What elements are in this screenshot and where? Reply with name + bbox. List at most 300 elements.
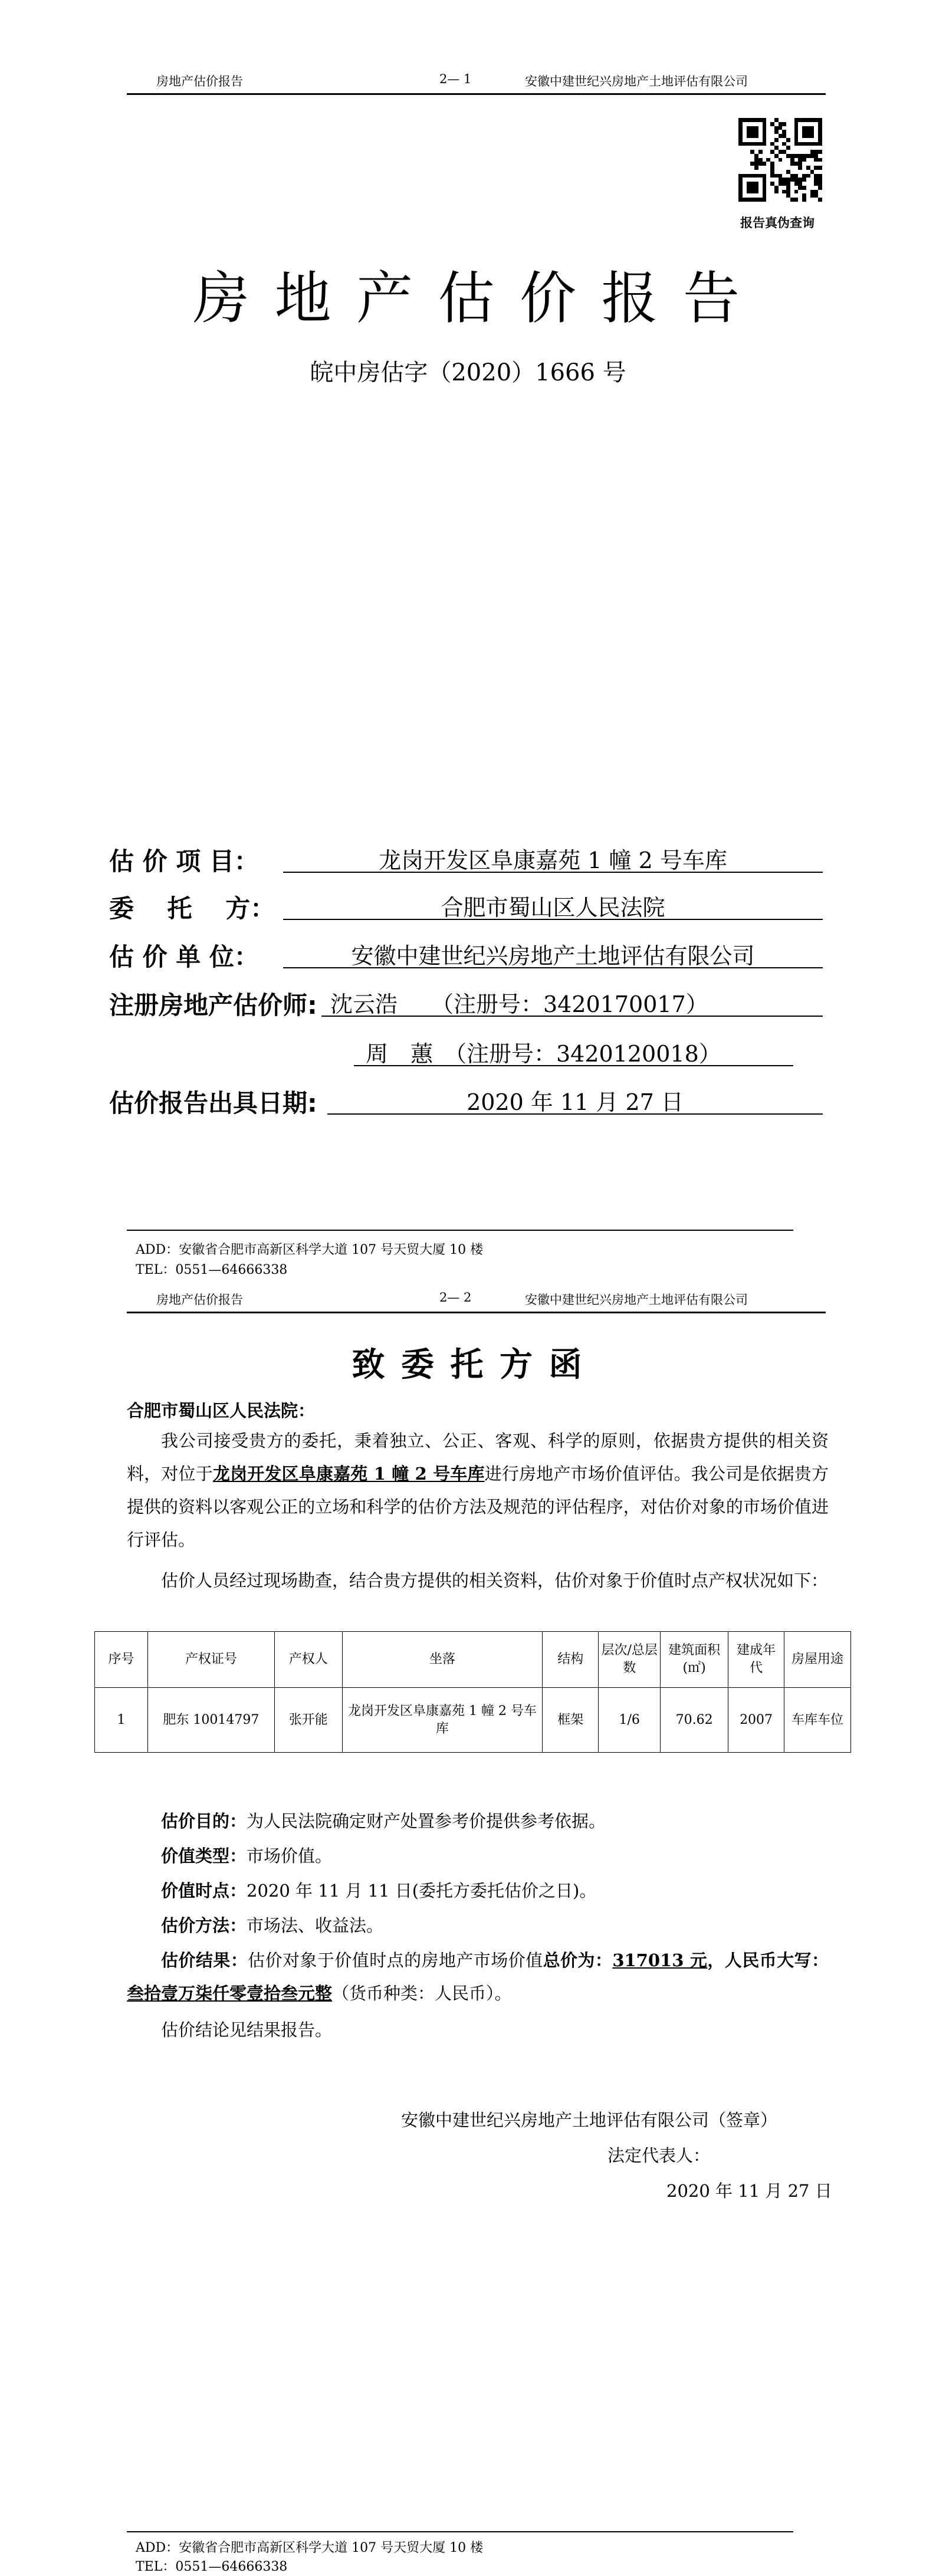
qr-module xyxy=(763,142,767,146)
qr-module xyxy=(758,162,763,166)
qr-module xyxy=(747,158,751,162)
qr-module xyxy=(798,166,802,170)
appraiser-2-value: 周 蕙 （注册号：3420120018） xyxy=(366,1041,721,1067)
verification-qr-code[interactable] xyxy=(738,118,822,202)
qr-module xyxy=(747,154,751,158)
qr-module xyxy=(810,170,815,174)
qr-module xyxy=(786,142,790,146)
qr-module xyxy=(790,166,794,170)
qr-module xyxy=(810,190,815,194)
footer-address: ADD：安徽省合肥市高新区科学大道 107 号天贸大厦 10 楼 xyxy=(136,1243,484,1257)
value-date-line xyxy=(161,1874,827,1907)
qr-module xyxy=(774,146,779,150)
qr-module xyxy=(814,186,818,190)
qr-module xyxy=(766,150,770,154)
qr-module xyxy=(758,134,763,138)
qr-module xyxy=(786,162,790,166)
qr-module xyxy=(814,126,818,130)
footer-tel: TEL：0551—64666338 xyxy=(136,1263,288,1277)
signature-representative: 法定代表人： xyxy=(607,2145,711,2166)
qr-module xyxy=(798,186,802,190)
qr-module xyxy=(798,174,802,178)
qr-module xyxy=(806,158,810,162)
qr-module xyxy=(758,190,763,194)
qr-module xyxy=(763,186,767,190)
result-text: 估价对象于价值时点的房地产市场价值 xyxy=(248,1950,543,1970)
qr-module xyxy=(782,182,786,186)
qr-module xyxy=(794,158,799,162)
qr-module xyxy=(750,182,754,186)
client-value: 合肥市蜀山区人民法院 xyxy=(441,895,665,921)
qr-module xyxy=(766,162,770,166)
qr-module xyxy=(766,166,770,170)
project-label: 估 价 项 目： xyxy=(109,847,259,876)
qr-module xyxy=(814,142,818,146)
qr-module xyxy=(818,138,822,142)
qr-module xyxy=(758,118,763,122)
qr-module xyxy=(774,138,779,142)
qr-module xyxy=(770,174,774,178)
qr-module xyxy=(747,150,751,154)
qr-module xyxy=(758,158,763,162)
qr-module xyxy=(738,190,743,194)
qr-module xyxy=(806,142,810,146)
qr-module xyxy=(798,122,802,126)
qr-module xyxy=(766,130,770,134)
footer-address: ADD：安徽省合肥市高新区科学大道 107 号天贸大厦 10 楼 xyxy=(136,2541,484,2555)
qr-module xyxy=(794,162,799,166)
qr-module xyxy=(754,193,758,198)
qr-module xyxy=(814,178,818,182)
qr-module xyxy=(794,190,799,194)
client-underline xyxy=(283,919,823,920)
purpose-line xyxy=(161,1805,827,1838)
qr-module xyxy=(782,150,786,154)
appraiser-label: 注册房地产估价师: xyxy=(109,991,317,1020)
qr-module xyxy=(766,134,770,138)
qr-module xyxy=(802,193,806,198)
qr-module xyxy=(810,158,815,162)
qr-module xyxy=(770,190,774,194)
qr-module xyxy=(790,154,794,158)
qr-module xyxy=(758,193,763,198)
table-cell: 龙岗开发区阜康嘉苑 1 幢 2 号车库 xyxy=(342,1688,543,1753)
qr-module xyxy=(763,174,767,178)
qr-module xyxy=(814,170,818,174)
qr-module xyxy=(818,162,822,166)
value-type-line xyxy=(161,1839,827,1872)
qr-module xyxy=(763,150,767,154)
qr-module xyxy=(747,122,751,126)
method-line xyxy=(161,1909,827,1942)
qr-module xyxy=(774,154,779,158)
salutation: 合肥市蜀山区人民法院： xyxy=(127,1401,316,1421)
qr-module xyxy=(774,130,779,134)
qr-module xyxy=(779,118,783,122)
qr-module xyxy=(754,154,758,158)
qr-module xyxy=(786,166,790,170)
qr-module xyxy=(766,182,770,186)
qr-module xyxy=(818,174,822,178)
qr-module xyxy=(754,134,758,138)
qr-module xyxy=(779,158,783,162)
qr-module xyxy=(743,126,747,130)
qr-module xyxy=(786,134,790,138)
qr-module xyxy=(802,182,806,186)
qr-module xyxy=(798,130,802,134)
qr-module xyxy=(779,162,783,166)
qr-module xyxy=(738,150,743,154)
qr-module xyxy=(747,146,751,150)
qr-module xyxy=(747,193,751,198)
qr-module xyxy=(818,182,822,186)
qr-module xyxy=(758,178,763,182)
qr-module xyxy=(786,178,790,182)
property-location: 龙岗开发区阜康嘉苑 1 幢 2 号车库 xyxy=(212,1464,485,1484)
qr-module xyxy=(790,170,794,174)
qr-module xyxy=(754,118,758,122)
qr-module xyxy=(818,126,822,130)
qr-module xyxy=(763,158,767,162)
qr-module xyxy=(750,166,754,170)
qr-module xyxy=(818,122,822,126)
qr-module xyxy=(798,193,802,198)
table-header-cell: 层次/总层数 xyxy=(599,1632,661,1688)
qr-module xyxy=(810,162,815,166)
qr-module xyxy=(743,166,747,170)
qr-module xyxy=(786,126,790,130)
qr-module xyxy=(810,178,815,182)
qr-module xyxy=(750,122,754,126)
value-type-value: 市场价值。 xyxy=(247,1846,333,1866)
qr-module xyxy=(806,198,810,202)
qr-module xyxy=(763,190,767,194)
qr-module xyxy=(779,174,783,178)
qr-module xyxy=(738,130,743,134)
qr-module xyxy=(758,186,763,190)
qr-module xyxy=(806,122,810,126)
qr-module xyxy=(782,178,786,182)
qr-module xyxy=(782,162,786,166)
qr-module xyxy=(779,170,783,174)
qr-module xyxy=(818,198,822,202)
qr-module xyxy=(770,193,774,198)
header-right: 安徽中建世纪兴房地产土地评估有限公司 xyxy=(525,74,748,88)
footer-rule xyxy=(127,2531,793,2532)
paragraph-1 xyxy=(127,1424,829,1556)
qr-module xyxy=(782,198,786,202)
qr-module xyxy=(770,142,774,146)
qr-module xyxy=(747,182,751,186)
qr-module xyxy=(770,126,774,130)
table-header-cell: 产权人 xyxy=(274,1632,342,1688)
qr-module xyxy=(738,154,743,158)
paragraph-1-text-cont: 进行房地产市场价值评估。我公司是依据贵方提供的资料以客观公正的立场和科学的估价方法及规范的评估程序，对估价对象的市场价值进行评估。 xyxy=(127,1464,829,1550)
qr-module xyxy=(747,198,751,202)
purpose-label: 估价目的： xyxy=(161,1811,247,1831)
qr-module xyxy=(810,142,815,146)
qr-module xyxy=(790,158,794,162)
qr-module xyxy=(766,178,770,182)
qr-module xyxy=(754,158,758,162)
qr-module xyxy=(779,150,783,154)
qr-module xyxy=(786,190,790,194)
qr-module xyxy=(750,138,754,142)
result-upper-label: 大写： xyxy=(777,1950,829,1970)
qr-caption: 报告真伪查询 xyxy=(740,215,815,230)
qr-module xyxy=(794,178,799,182)
result-total-label: 总价为： xyxy=(543,1950,613,1970)
table-header-cell: 结构 xyxy=(543,1632,599,1688)
qr-module xyxy=(779,126,783,130)
qr-module xyxy=(814,122,818,126)
qr-module xyxy=(818,190,822,194)
qr-module xyxy=(770,166,774,170)
qr-module xyxy=(758,198,763,202)
qr-module xyxy=(794,118,799,122)
method-value: 市场法、收益法。 xyxy=(247,1915,384,1936)
appraiser-1-underline xyxy=(321,1016,823,1017)
qr-module xyxy=(750,142,754,146)
qr-module xyxy=(806,166,810,170)
qr-module xyxy=(794,146,799,150)
qr-module xyxy=(782,158,786,162)
qr-module xyxy=(810,134,815,138)
qr-module xyxy=(806,182,810,186)
qr-module xyxy=(810,122,815,126)
qr-module xyxy=(790,122,794,126)
result-label: 估价结果： xyxy=(161,1950,248,1970)
qr-module xyxy=(747,178,751,182)
table-header-cell: 建成年代 xyxy=(728,1632,784,1688)
qr-module xyxy=(743,158,747,162)
qr-module xyxy=(763,154,767,158)
qr-module xyxy=(738,118,743,122)
qr-module xyxy=(750,170,754,174)
qr-module xyxy=(790,186,794,190)
qr-module xyxy=(818,166,822,170)
qr-module xyxy=(798,146,802,150)
client-label: 委 托 方： xyxy=(109,894,275,923)
qr-module xyxy=(810,146,815,150)
qr-module xyxy=(818,193,822,198)
qr-module xyxy=(763,166,767,170)
qr-module xyxy=(774,142,779,146)
qr-module xyxy=(750,146,754,150)
appraiser-2-underline xyxy=(354,1065,793,1066)
qr-module xyxy=(774,118,779,122)
qr-module xyxy=(802,138,806,142)
qr-module xyxy=(770,122,774,126)
qr-module xyxy=(798,190,802,194)
qr-module xyxy=(779,154,783,158)
qr-module xyxy=(794,166,799,170)
header-left: 房地产估价报告 xyxy=(156,74,243,88)
qr-module xyxy=(766,138,770,142)
qr-module xyxy=(774,162,779,166)
qr-module xyxy=(790,178,794,182)
qr-module xyxy=(786,146,790,150)
qr-module xyxy=(802,150,806,154)
qr-module xyxy=(738,178,743,182)
qr-module xyxy=(774,178,779,182)
result-amount: 317013 元 xyxy=(612,1950,708,1970)
footer-tel: TEL：0551—64666338 xyxy=(136,2559,288,2574)
table-cell: 1/6 xyxy=(599,1688,661,1753)
qr-module xyxy=(810,182,815,186)
qr-module xyxy=(814,190,818,194)
qr-module xyxy=(798,126,802,130)
qr-module xyxy=(782,138,786,142)
qr-module xyxy=(758,126,763,130)
qr-module xyxy=(779,146,783,150)
qr-module xyxy=(758,122,763,126)
qr-module xyxy=(754,130,758,134)
qr-module xyxy=(794,142,799,146)
letter-title: 致 委 托 方 函 xyxy=(352,1345,584,1384)
qr-module xyxy=(794,198,799,202)
project-underline xyxy=(283,872,823,873)
qr-module xyxy=(794,138,799,142)
qr-module xyxy=(810,198,815,202)
qr-module xyxy=(738,142,743,146)
qr-module xyxy=(818,158,822,162)
qr-module xyxy=(818,142,822,146)
qr-module xyxy=(774,198,779,202)
qr-module xyxy=(814,150,818,154)
appraiser-1-value: 沈云浩 （注册号：3420170017） xyxy=(330,991,708,1017)
qr-module xyxy=(743,138,747,142)
qr-module xyxy=(754,150,758,154)
qr-module xyxy=(743,178,747,182)
qr-module xyxy=(738,198,743,202)
qr-module xyxy=(766,174,770,178)
qr-module xyxy=(814,118,818,122)
qr-module xyxy=(754,174,758,178)
qr-module xyxy=(798,158,802,162)
qr-module xyxy=(790,150,794,154)
report-number: 皖中房估字（2020）1666 号 xyxy=(310,359,626,386)
table-cell: 肥东 10014797 xyxy=(147,1688,274,1753)
qr-module xyxy=(790,182,794,186)
table-cell: 2007 xyxy=(728,1688,784,1753)
qr-module xyxy=(743,170,747,174)
qr-module xyxy=(750,130,754,134)
table-row xyxy=(95,1688,851,1753)
qr-module xyxy=(786,130,790,134)
qr-module xyxy=(802,126,806,130)
qr-module xyxy=(750,158,754,162)
qr-module xyxy=(779,198,783,202)
qr-module xyxy=(790,174,794,178)
qr-module xyxy=(770,198,774,202)
qr-module xyxy=(763,162,767,166)
qr-module xyxy=(750,186,754,190)
qr-module xyxy=(766,142,770,146)
qr-module xyxy=(806,126,810,130)
qr-module xyxy=(779,166,783,170)
qr-module xyxy=(743,198,747,202)
qr-module xyxy=(747,134,751,138)
qr-module xyxy=(790,190,794,194)
result-rmb: ，人民币 xyxy=(707,1950,777,1970)
qr-module xyxy=(782,190,786,194)
qr-module xyxy=(810,126,815,130)
qr-module xyxy=(738,162,743,166)
unit-label: 估 价 单 位： xyxy=(109,942,259,971)
qr-module xyxy=(802,166,806,170)
qr-module xyxy=(750,190,754,194)
qr-module xyxy=(814,130,818,134)
qr-module xyxy=(774,174,779,178)
qr-module xyxy=(747,190,751,194)
qr-module xyxy=(774,166,779,170)
qr-module xyxy=(747,166,751,170)
qr-module xyxy=(810,166,815,170)
qr-module xyxy=(743,146,747,150)
qr-module xyxy=(763,198,767,202)
qr-module xyxy=(766,190,770,194)
qr-module xyxy=(750,174,754,178)
qr-module xyxy=(806,118,810,122)
qr-module xyxy=(743,122,747,126)
qr-module xyxy=(763,178,767,182)
qr-module xyxy=(774,193,779,198)
qr-module xyxy=(766,146,770,150)
qr-module xyxy=(786,154,790,158)
qr-module xyxy=(806,193,810,198)
table-header-row xyxy=(95,1632,851,1688)
qr-module xyxy=(818,150,822,154)
date-value: 2020 年 11 月 27 日 xyxy=(467,1089,684,1115)
qr-module xyxy=(806,154,810,158)
qr-module xyxy=(782,170,786,174)
qr-module xyxy=(758,130,763,134)
qr-module xyxy=(754,182,758,186)
qr-module xyxy=(806,186,810,190)
qr-module xyxy=(794,182,799,186)
qr-module xyxy=(763,130,767,134)
qr-module xyxy=(750,162,754,166)
qr-module xyxy=(774,150,779,154)
qr-module xyxy=(810,138,815,142)
result-paragraph xyxy=(127,1944,829,2010)
qr-module xyxy=(750,126,754,130)
qr-module xyxy=(770,154,774,158)
qr-module xyxy=(743,162,747,166)
qr-module xyxy=(810,118,815,122)
table-header-cell: 序号 xyxy=(95,1632,148,1688)
qr-module xyxy=(774,134,779,138)
qr-module xyxy=(763,193,767,198)
qr-module xyxy=(798,118,802,122)
qr-module xyxy=(747,170,751,174)
qr-module xyxy=(774,190,779,194)
qr-module xyxy=(794,122,799,126)
qr-module xyxy=(738,134,743,138)
qr-module xyxy=(806,134,810,138)
table-header-cell: 产权证号 xyxy=(147,1632,274,1688)
qr-module xyxy=(786,138,790,142)
qr-module xyxy=(802,162,806,166)
qr-module xyxy=(790,146,794,150)
qr-module xyxy=(790,126,794,130)
qr-module xyxy=(747,162,751,166)
qr-module xyxy=(774,158,779,162)
qr-module xyxy=(810,193,815,198)
footer-rule xyxy=(127,1230,793,1231)
qr-module xyxy=(782,126,786,130)
